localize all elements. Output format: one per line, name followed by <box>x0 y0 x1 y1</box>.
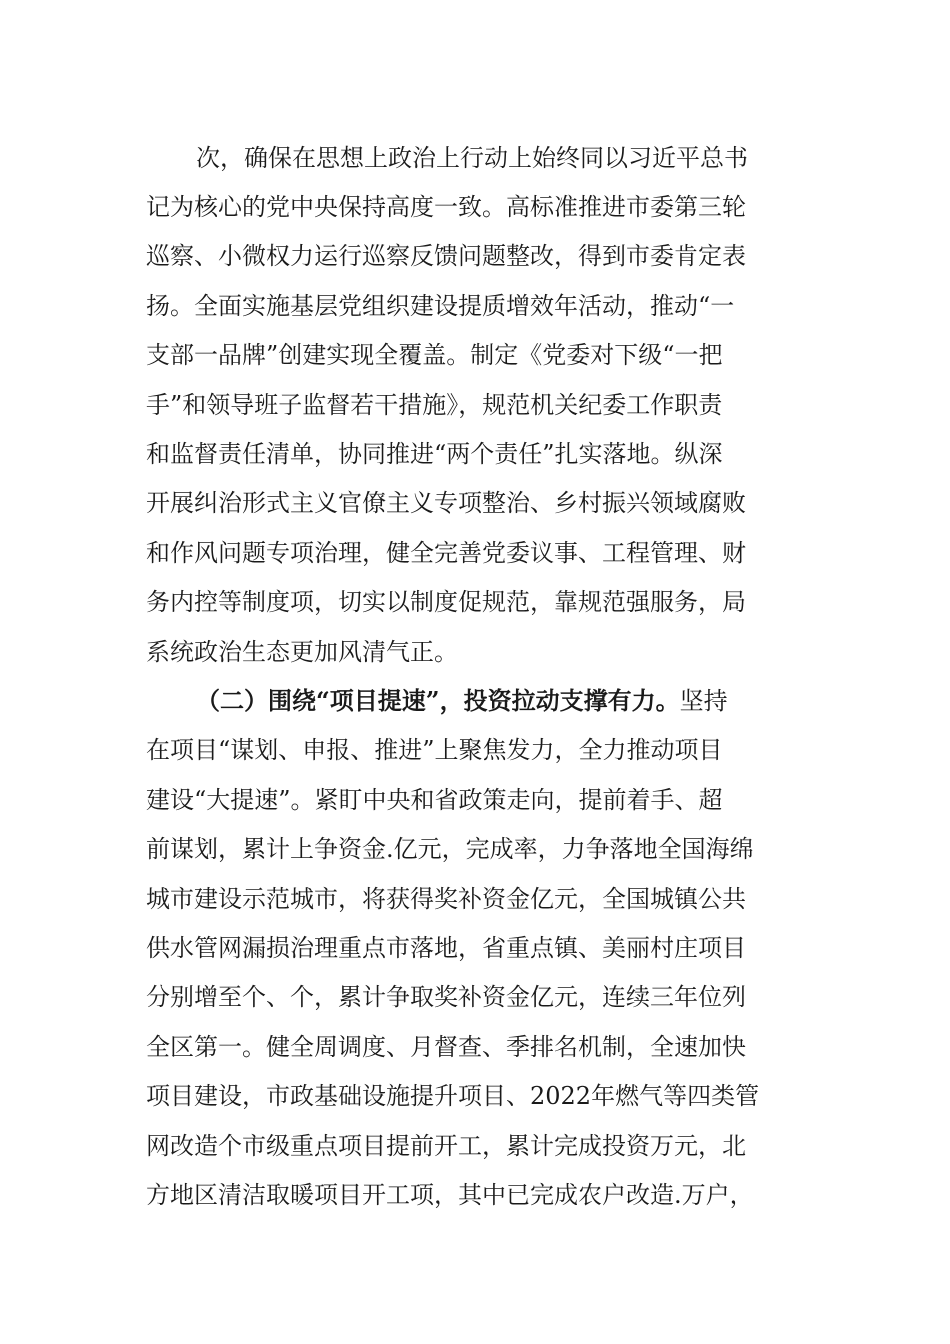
text-line: 建设“大提速”。紧盯中央和省政策走向，提前着手、超 <box>146 785 723 814</box>
text-line: 和作风问题专项治理，健全完善党委议事、工程管理、财 <box>146 538 746 567</box>
text-line: 开展纠治形式主义官僚主义专项整治、乡村振兴领域腐败 <box>146 489 746 518</box>
text-line: 记为核心的党中央保持高度一致。高标准推进市委第三轮 <box>146 193 746 222</box>
text-line: 和监督责任清单，协同推进“两个责任”扎实落地。纵深 <box>146 440 723 469</box>
text-line: 项目建设，市政基础设施提升项目、2022年燃气等四类管 <box>146 1082 760 1111</box>
text-line: 次，确保在思想上政治上行动上始终同以习近平总书 <box>196 143 748 172</box>
text-line: 系统政治生态更加风清气正。 <box>146 637 458 666</box>
section-heading: （二）围绕“项目提速”，投资拉动支撑有力。 <box>196 685 680 715</box>
text-line: 供水管网漏损治理重点市落地，省重点镇、美丽村庄项目 <box>146 933 746 962</box>
text-line: 巡察、小微权力运行巡察反馈问题整改，得到市委肯定表 <box>146 242 746 271</box>
section-heading-rest: 坚持 <box>679 686 728 715</box>
text-line: 方地区清洁取暖项目开工项，其中已完成农户改造.万户， <box>146 1180 754 1209</box>
section-heading-line <box>146 676 806 725</box>
text-line: 支部一品牌”创建实现全覆盖。制定《党委对下级“一把 <box>146 341 723 370</box>
document-body <box>146 133 806 1220</box>
text-line: 手”和领导班子监督若干措施》，规范机关纪委工作职责 <box>146 390 723 419</box>
text-line: 在项目“谋划、申报、推进”上聚焦发力，全力推动项目 <box>146 736 723 765</box>
text-line: 全区第一。健全周调度、月督查、季排名机制，全速加快 <box>146 1032 746 1061</box>
text-line: 前谋划，累计上争资金.亿元，完成率，力争落地全国海绵 <box>146 835 754 864</box>
text-line: 分别增至个、个，累计争取奖补资金亿元，连续三年位列 <box>146 983 746 1012</box>
text-line: 扬。全面实施基层党组织建设提质增效年活动，推动“一 <box>146 291 735 320</box>
text-line: 务内控等制度项，切实以制度促规范，靠规范强服务，局 <box>146 588 746 617</box>
text-line: 城市建设示范城市，将获得奖补资金亿元，全国城镇公共 <box>146 884 746 913</box>
text-line: 网改造个市级重点项目提前开工，累计完成投资万元，北 <box>146 1131 746 1160</box>
